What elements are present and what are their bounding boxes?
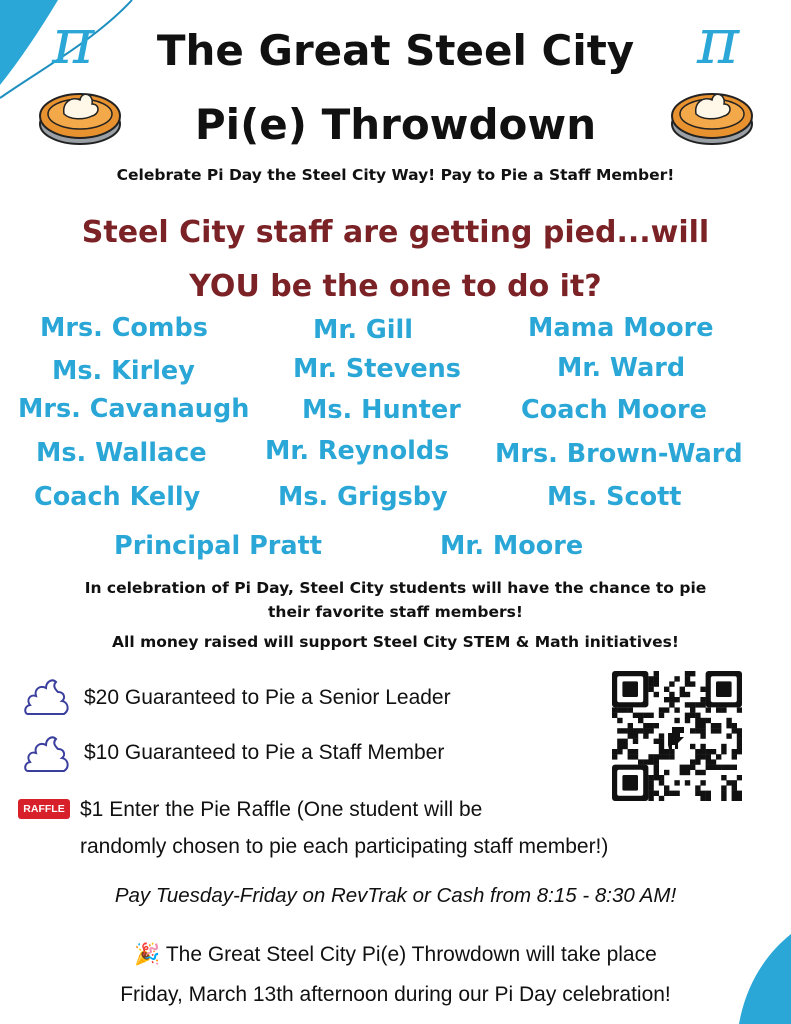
tier-raffle-line1: $1 Enter the Pie Raffle (One student will be — [80, 798, 483, 821]
staff-name: Ms. Kirley — [52, 356, 195, 386]
staff-name: Mrs. Combs — [40, 313, 208, 343]
staff-name: Mrs. Brown-Ward — [495, 439, 743, 469]
tier-staff-member: $10 Guaranteed to Pie a Staff Member — [84, 741, 445, 764]
info-line3: All money raised will support Steel City STEM & Math initiatives! — [112, 633, 679, 651]
staff-name: Mr. Gill — [313, 315, 414, 345]
headline-line1: Steel City staff are getting pied...will — [81, 215, 710, 250]
subtitle: Celebrate Pi Day the Steel City Way! Pay to Pie a Staff Member! — [116, 166, 675, 184]
info-line2: their favorite staff members! — [268, 603, 523, 621]
staff-name: Ms. Grigsby — [278, 482, 448, 512]
raffle-ticket-icon: RAFFLE — [18, 799, 70, 819]
payment-info: Pay Tuesday-Friday on RevTrak or Cash from 8:15 - 8:30 AM! — [114, 884, 677, 907]
event-line2: Friday, March 13th afternoon during our Pi Day celebration! — [120, 983, 671, 1006]
party-popper-icon: 🎉 — [134, 943, 161, 966]
staff-name: Mama Moore — [528, 313, 714, 343]
staff-name: Mr. Reynolds — [265, 436, 450, 466]
staff-name: Mrs. Cavanaugh — [18, 394, 250, 424]
staff-name: Ms. Wallace — [36, 438, 207, 468]
staff-name: Mr. Moore — [440, 531, 584, 561]
whipped-cream-icon — [22, 731, 72, 777]
whipped-cream-icon — [22, 674, 72, 720]
pi-icon: π — [697, 5, 740, 79]
headline-line2: YOU be the one to do it? — [189, 269, 602, 304]
staff-name: Ms. Hunter — [302, 395, 461, 425]
staff-name: Mr. Ward — [557, 353, 686, 383]
staff-name: Coach Moore — [521, 395, 707, 425]
page-title-line1: The Great Steel City — [156, 26, 635, 75]
info-line1: In celebration of Pi Day, Steel City students will have the chance to pie — [84, 579, 707, 597]
staff-name: Principal Pratt — [114, 531, 322, 561]
page-title-line2: Pi(e) Throwdown — [194, 100, 597, 149]
staff-name: Ms. Scott — [547, 482, 682, 512]
tier-senior-leader: $20 Guaranteed to Pie a Senior Leader — [84, 686, 451, 709]
staff-name: Mr. Stevens — [293, 354, 461, 384]
staff-name: Coach Kelly — [34, 482, 201, 512]
pi-icon: π — [52, 5, 95, 79]
qr-code-icon[interactable] — [612, 671, 742, 801]
tier-raffle-line2: randomly chosen to pie each participating staff member!) — [80, 835, 609, 858]
event-line1: 🎉 The Great Steel City Pi(e) Throwdown will take place — [134, 943, 657, 966]
